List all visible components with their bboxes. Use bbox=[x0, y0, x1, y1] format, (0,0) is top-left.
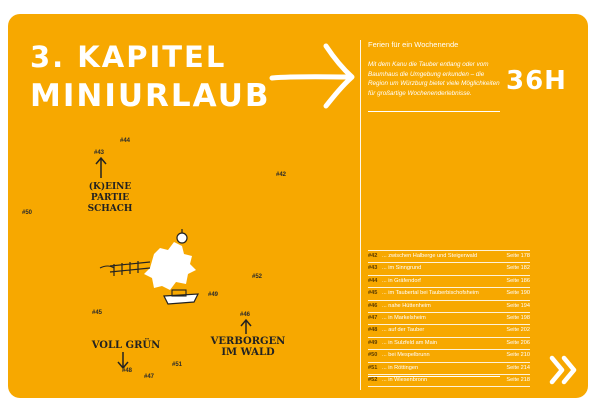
toc-no: #47 bbox=[368, 314, 378, 321]
toc-text: ... auf der Tauber bbox=[382, 327, 425, 334]
toc-page: Seite 198 bbox=[506, 314, 530, 321]
toc-page: Seite 190 bbox=[506, 290, 530, 297]
toc-text: ... in Wiesenbronn bbox=[382, 376, 428, 383]
toc-no: #48 bbox=[368, 327, 378, 334]
chapter-page bbox=[8, 14, 588, 398]
chapter-title-line2: MINIURLAUB bbox=[30, 78, 271, 114]
toc-no: #45 bbox=[368, 290, 378, 297]
map-marker-49: #49 bbox=[208, 292, 219, 298]
toc-text: ... im Taubertal bei Tauberbischofsheim bbox=[382, 290, 479, 297]
toc-row[interactable] bbox=[368, 338, 530, 350]
map-marker-46: #46 bbox=[240, 312, 251, 318]
toc-text: ... bei Mespelbrunn bbox=[382, 352, 430, 359]
toc-page: Seite 206 bbox=[506, 339, 530, 346]
map-marker-50: #50 bbox=[22, 210, 33, 216]
table-of-contents bbox=[368, 250, 530, 387]
intro-underline bbox=[368, 111, 500, 112]
toc-page: Seite 178 bbox=[506, 253, 530, 259]
toc-text: ... zwischen Halberge und Steigerwald bbox=[382, 253, 478, 259]
column-divider bbox=[360, 40, 361, 390]
toc-no: #43 bbox=[368, 265, 378, 272]
toc-page: Seite 182 bbox=[506, 265, 530, 272]
toc-no: #52 bbox=[368, 376, 378, 383]
toc-text: ... in Markelsheim bbox=[382, 314, 426, 321]
toc-row[interactable] bbox=[368, 301, 530, 313]
toc-text: ... in Gräfendorf bbox=[382, 277, 421, 284]
toc-page: Seite 194 bbox=[506, 302, 530, 309]
toc-no: #42 bbox=[368, 253, 378, 259]
map-marker-48: #48 bbox=[122, 368, 133, 374]
toc-no: #51 bbox=[368, 364, 378, 371]
toc-row[interactable] bbox=[368, 263, 530, 275]
intro-subtitle: Ferien für ein Wochenende bbox=[368, 40, 459, 49]
arrow-up-icon bbox=[239, 318, 253, 336]
double-chevron-right-icon[interactable] bbox=[546, 352, 582, 388]
toc-page: Seite 202 bbox=[506, 327, 530, 334]
caption-schach: (K)EINE PARTIE SCHACH bbox=[87, 182, 133, 214]
map-marker-51: #51 bbox=[172, 362, 183, 368]
toc-row[interactable] bbox=[368, 350, 530, 362]
intro-text: Mit dem Kanu die Tauber entlang oder vom Baumhaus die Umgebung erkunden – die Region um Würzburg bietet viele Möglichkeiten für großartige Wochenenderlebnisse. bbox=[368, 61, 500, 97]
arrow-up-icon bbox=[94, 156, 108, 180]
city-silhouette bbox=[144, 242, 196, 290]
toc-row[interactable] bbox=[368, 288, 530, 300]
toc-page: Seite 214 bbox=[506, 364, 530, 371]
toc-text: ... nahe Hüttenheim bbox=[382, 302, 431, 309]
region-map-illustration bbox=[88, 214, 218, 324]
toc-underline bbox=[368, 376, 500, 377]
toc-page: Seite 186 bbox=[506, 277, 530, 284]
arrow-right-icon bbox=[268, 40, 358, 110]
toc-no: #46 bbox=[368, 302, 378, 309]
toc-page: Seite 218 bbox=[506, 376, 530, 383]
toc-text: ... in Sulzfeld am Main bbox=[382, 339, 438, 346]
toc-text: ... im Sinngrund bbox=[382, 265, 422, 272]
map-marker-52: #52 bbox=[252, 274, 263, 280]
map-marker-47: #47 bbox=[144, 374, 155, 380]
map-marker-42: #42 bbox=[276, 172, 287, 178]
toc-row[interactable] bbox=[368, 363, 530, 375]
toc-no: #49 bbox=[368, 339, 378, 346]
map-marker-45: #45 bbox=[92, 310, 103, 316]
map-marker-43: #43 bbox=[94, 150, 105, 156]
toc-no: #44 bbox=[368, 277, 378, 284]
toc-row[interactable] bbox=[368, 325, 530, 337]
caption-voll-gruen: VOLL GRÜN bbox=[91, 340, 161, 351]
toc-row[interactable] bbox=[368, 276, 530, 288]
caption-verborgen: VERBORGEN IM WALD bbox=[210, 336, 286, 358]
toc-row[interactable] bbox=[368, 313, 530, 325]
toc-no: #50 bbox=[368, 352, 378, 359]
chapter-title-line1: 3. KAPITEL bbox=[30, 40, 227, 74]
toc-text: ... in Röttingen bbox=[382, 364, 419, 371]
toc-page: Seite 210 bbox=[506, 352, 530, 359]
duration-badge: 36H bbox=[506, 66, 567, 96]
map-marker-44: #44 bbox=[120, 138, 131, 144]
arrow-down-icon bbox=[116, 350, 130, 370]
toc-row[interactable] bbox=[368, 250, 530, 263]
